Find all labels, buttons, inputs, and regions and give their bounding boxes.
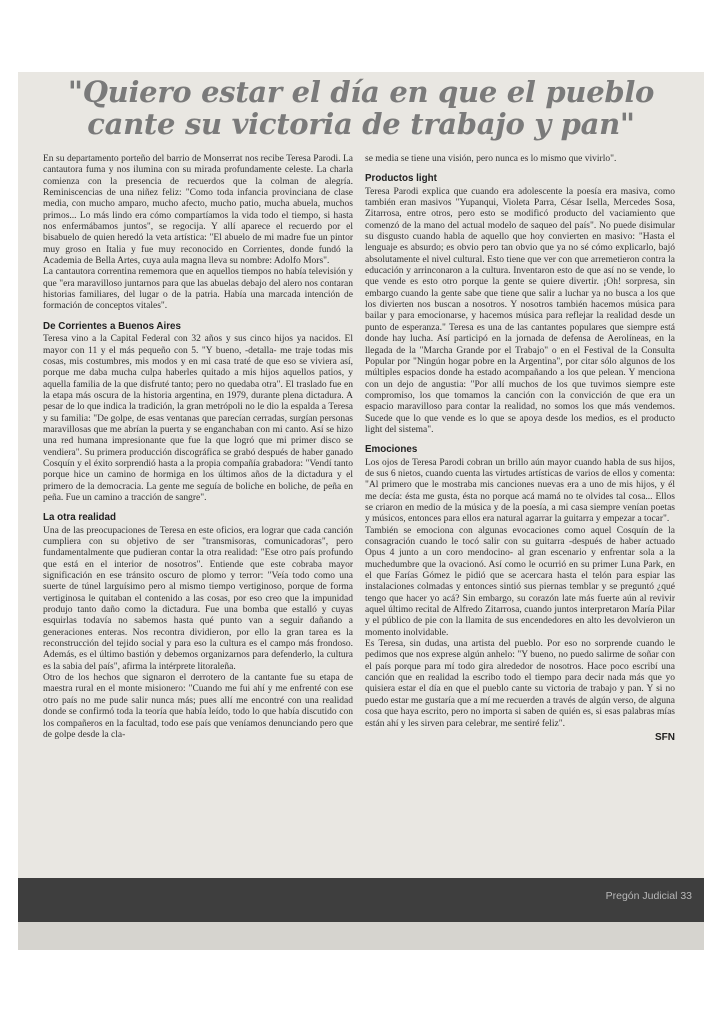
footer-publication-label: Pregón Judicial 33 [605, 890, 692, 902]
section-paragraph: Es Teresa, sin dudas, una artista del pueblo. Por eso no sorprende cuando le pedimos que nos exprese algún anhelo: "Y bueno, no puedo salirme de soñar con el país porque para mí todo gira alrededor de nosotros. Hace poco escribí una canción que en realidad la escribo todo el tiempo para decir nada más que yo quisiera estar el día en que el pueblo cante su victoria de trabajo y pan. Y si no puedo estar me gustaría que a mí me recuerden a través de algún verso, de alguna cosa que haya escrito, pero no importa si saben de quién es, si esas palabras mías están ahí y les sirven para celebrar, me sentiré feliz". [365, 639, 675, 729]
continued-paragraph: se media se tiene una visión, pero nunca es lo mismo que vivirlo". [365, 154, 617, 164]
intro-paragraph: En su departamento porteño del barrio de Monserrat nos recibe Teresa Parodi. La cantautora fuma y nos ilumina con su mirada profundamente celeste. La charla comienza con la presencia de recuerdos que la colman de alegría. Reminiscencias de una niñez feliz: "Como toda infancia provinciana de clase media, con mucho amparo, mucho afecto, mucho patio, mucha abuela, muchos primos... Lo más lindo era cómo compartíamos la vida todo el tiempo, si hasta nos enfermábamos juntos", se regocija. Y allí aparece el recuerdo por el bisabuelo de quien heredó la veta artística: "El abuelo de mi madre fue un pintor muy groso en Italia y fue muy reconocido en Corrientes, donde fundó la Academia de Bella Artes, cuya aula magna lleva su nombre: Adolfo Mors". [43, 154, 353, 267]
footer-bar [18, 878, 704, 922]
article-headline [18, 76, 704, 140]
left-column [43, 154, 353, 870]
section-paragraph: Teresa Parodi explica que cuando era adolescente la poesía era masiva, como también eran masivos "Yupanqui, Violeta Parra, César Isella, Mercedes Sosa, Zitarrosa, entre otros, pero esto se modificó producto del vaciamiento que comenzó de la mano del actual modelo de saqueo del país". No puede disimular su disgusto cuando habla de aquello que hoy convierten en masivo: "Hasta el lenguaje es absurdo; es obvio pero tan obvio que ya no sé cómo explicarlo, bajó absolutamente el nivel cultural. Esto tiene que ver con que arremetieron contra la educación y arrinconaron a la cultura. Inventaron esto de que así no se vende, lo que vende es esto otro porque la gente se quiere divertir. ¡Oh! sorpresa, sin embargo cuando la gente sabe que tiene que salir a luchar ya no busca a los que los divierten nos buscan a nosotros. Y nosotros también hacemos música para bailar y para emocionarse, y hacemos música para reflejar la realidad desde un punto de esperanza." Teresa es una de las cantantes populares que siempre está donde hay lucha. Así participó en la jornada de defensa de Aerolíneas, en la llegada de la "Marcha Grande por el Trabajo" o en el Festival de la Consulta Popular por "Ningún hogar pobre en la Argentina", por citar sólo algunos de los múltiples espacios donde ha estado acompañando a los que pelean. Y menciona con un dejo de angustia: "Por allí muchos de los que tuvimos siempre este compromiso, los que tomamos la canción con la convicción de que era un espacio maravilloso para contar la realidad, no somos los que más vendemos. Sucede que lo que vende es lo que se apoya desde los medios, es el producto light del sistema". [365, 186, 675, 435]
section-heading: Emociones [365, 444, 418, 456]
magazine-page [18, 72, 704, 950]
right-column [365, 154, 675, 870]
section-heading: De Corrientes a Buenos Aires [43, 320, 181, 332]
headline-line-2: cante su victoria de trabajo y pan" [87, 107, 635, 141]
section-heading: La otra realidad [43, 512, 116, 524]
intro-paragraph: La cantautora correntina rememora que en aquellos tiempos no había televisión y que "era maravilloso juntarnos para que las abuelas debajo del alero nos contaran historias familiares, del lugar o de la patria. Había una marcada intención de formación de conceptos vitales". [43, 267, 353, 312]
section-paragraph: Una de las preocupaciones de Teresa en este oficios, era lograr que cada canción cumpliera con su objetivo de ser "transmisoras, comunicadoras", pero fundamentalmente que pudieran contar la otra realidad: "Ese otro país profundo que está en el interior de nosotros". Entiende que este cobraba mayor significación en ese tránsito oscuro de plomo y terror: "Veía todo como una suerte de túnel larguísimo pero al mismo tiempo vertiginoso, porque de forma vertiginosa le quitaban el contenido a las cosas, por eso creo que la impunidad produjo tanto daño como la dictadura. Fue una bomba que estalló y cuyas esquirlas todavía no sabemos hasta qué punto van a seguir dañando a generaciones enteras. Nos recontra dividieron, por ello la gran tarea es la reconstrucción del tejido social y para eso la cultura es el campo más frondoso. Además, es el último bastión y debemos organizarnos para defenderlo, la cultura es la sabia del país", afirma la intérprete litoraleña. [43, 525, 353, 672]
section-paragraph: Otro de los hechos que signaron el derrotero de la cantante fue su etapa de maestra rural en el monte misionero: "Cuando me fui ahí y me enfrenté con ese otro país no me pude salir nunca más; pues allí me encontré con una realidad donde se confirmó toda la teoría que había leído, todo lo que había discutido con los compañeros en la facultad, todo ese país que veníamos denunciando pero que de golpe desde la cla- [43, 673, 353, 740]
section-heading: Productos light [365, 173, 437, 185]
section-paragraph: Los ojos de Teresa Parodi cobran un brillo aún mayor cuando habla de sus hijos, de sus 6 nietos, cuando cuenta las virtudes artísticas de varios de ellos y comenta: "Al primero que le mostraba mis canciones nuevas era a uno de mis hijos, y él me decía: ésta me gusta, ésta no porque acá mamá no te olvides tal cosa... Ellos se criaron en medio de la música y de la poesía, a mi casa siempre venían poetas y músicos, entonces para ellos era natural agarrar la guitarra y empezar a tocar". [365, 457, 675, 525]
headline-line-1: "Quiero estar el día en que el pueblo [67, 75, 655, 109]
section-paragraph: También se emociona con algunas evocaciones como aquel Cosquín de la consagración cuando le tocó salir con su guitarra -después de haber actuado Opus 4 junto a un coro mendocino- al gran escenario y enfrentar sola a la muchedumbre que la ovacionó. Así como le ocurrió en su primer Luna Park, en el que Farías Gómez le pidió que se acercara hasta el telón para espiar las instalaciones colmadas y entonces sintió sus piernas temblar y se preguntó ¿qué tengo que hacer yo acá? Sin embargo, su corazón late más fuerte aún al revivir aquel último recital de Alfredo Zitarrosa, cuando juntos interpretaron María Pilar y el público de pie con la llamita de sus encendedores en alto les devolvieron un momento inolvidable. [365, 525, 675, 638]
section-paragraph: Teresa vino a la Capital Federal con 32 años y sus cinco hijos ya nacidos. El mayor con 11 y el más pequeño con 5. "Y bueno, -detalla- me traje todas mis cosas, mis costumbres, mis modos y en mi casa traté de que eso se viviera así, porque me daba mucha culpa haberles quitado a mis hijos aquellos patios, y aquella familia de la que disfruté tanto; pero no quedaba otra". El traslado fue en la etapa más oscura de la historia argentina, en 1979, durante plena dictadura. A pesar de lo que indica la tradición, la gran metrópoli no le dio la espalda a Teresa y su familia: "De golpe, de esas ventanas que parecían cerradas, surgían personas maravillosas que me abrían la puerta y se enganchaban con mi canto. Así se hizo una red humana impresionante que fue la que logró que mi primer disco se vendiera". Su primera producción discográfica se grabó después de haber ganado Cosquín y el éxito sorprendió hasta a la propia compañía grabadora: "Vendí tanto porque hice un camino de hormiga en los últimos años de la dictadura y el primero de la democracia. La gente me seguía de boliche en boliche, de peña en peña. Fue un camino a tracción de sangre". [43, 334, 353, 503]
author-signature: SFN [655, 731, 675, 743]
footer-strip [18, 922, 704, 950]
